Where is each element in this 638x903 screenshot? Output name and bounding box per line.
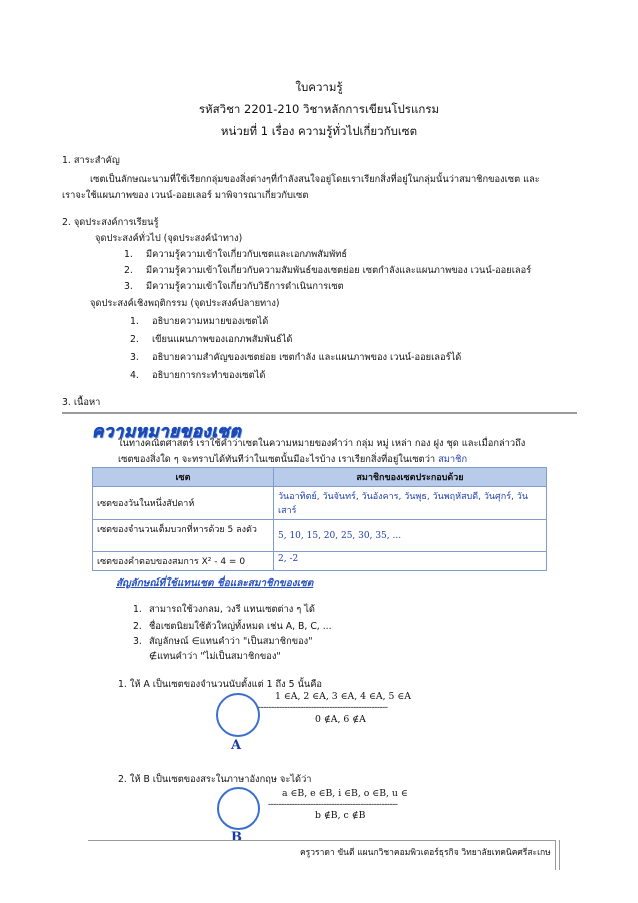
table-header-members: สมาชิกของเซตประกอบด้วย (274, 468, 547, 487)
example1-dashes: ------------------------------------------------- (258, 702, 388, 713)
meaning-banner: ความหมายของเซต (92, 422, 242, 442)
course-line: รหัสวิชา 2201-210 วิชาหลักการเขียนโปรแกรม (198, 102, 440, 116)
section1-heading: 1. สาระสำคัญ (62, 155, 120, 166)
general-objective-item: 1. มีความรู้ความเข้าใจเกี่ยวกับเซตและเอกภพสัมพัทธ์ (124, 249, 348, 260)
general-objectives-heading: จุดประสงค์ทั่วไป (จุดประสงค์นำทาง) (95, 233, 243, 244)
unit-line: หน่วยที่ 1 เรื่อง ความรู้ทั่วไปเกี่ยวกับเซต (220, 124, 418, 138)
section1-line2: เราจะใช้แผนภาพของ เวนน์-ออยเลอร์ มาพิจารณาเกี่ยวกับเซต (62, 190, 309, 201)
footer-vertical-rule (559, 840, 560, 870)
behavior-objective-item: 2. เขียนแผนภาพของเอกภพสัมพันธ์ได้ (130, 334, 293, 345)
section1-line1: เซตเป็นลักษณะนามที่ใช้เรียกกลุ่มของสิ่งต่างๆที่กำลังสนใจอยู่โดยเราเรียกสิ่งที่อยู่ในกลุ่มนั้นว่าสมาชิกของเซต และ (90, 174, 540, 185)
behavior-objective-item: 4. อธิบายการกระทำของเซตได้ (130, 370, 266, 381)
intro-line1: ในทางคณิตศาสตร์ เราใช้คำว่าเซตในความหมายของคำว่า กลุ่ม หมู่ เหล่า กอง ฝูง ชุด และเมื่อกล่าวถึง (118, 438, 526, 449)
set-examples-table (92, 467, 547, 571)
set-b-circle (217, 787, 260, 830)
symbol-item-not-member: ∉แทนคำว่า "ไม่เป็นสมาชิกของ" (149, 651, 281, 662)
example2-non-members: b ∉B, c ∉B (315, 810, 366, 821)
table-cell-members: 5, 10, 15, 20, 25, 30, 35, ... (274, 520, 547, 552)
symbol-heading: สัญลักษณ์ที่ใช้แทนเซต ชื่อและสมาชิกของเซต (116, 578, 314, 589)
general-objective-item: 2. มีความรู้ความเข้าใจเกี่ยวกับความสัมพันธ์ของเซตย่อย เซตกำลังและแผนภาพของ เวนน์-ออยเลอร์ (124, 265, 532, 276)
table-header-row (93, 468, 547, 487)
doc-title: ใบความรู้ (295, 80, 343, 94)
symbol-item: 1. สามารถใช้วงกลม, วงรี แทนเซตต่าง ๆ ได้ (133, 604, 315, 615)
table-cell-members: วันอาทิตย์, วันจันทร์, วันอังคาร, วันพุธ, วันพฤหัสบดี, วันศุกร์, วันเสาร์ (274, 487, 547, 520)
symbol-item: 3. สัญลักษณ์ ∈แทนคำว่า "เป็นสมาชิกของ" (133, 636, 313, 647)
behavior-objective-item: 1. อธิบายความหมายของเซตได้ (130, 316, 269, 327)
example1-members: 1 ∈A, 2 ∈A, 3 ∈A, 4 ∈A, 5 ∈A (275, 691, 411, 702)
section2-heading: 2. จุดประสงค์การเรียนรู้ (62, 217, 159, 228)
example2-dashes: ------------------------------------------------- (268, 799, 398, 810)
table-cell-set: เซตของจำนวนเต็มบวกที่หารด้วย 5 ลงตัว (93, 520, 274, 552)
set-a-circle (216, 693, 260, 737)
example2-lead: 2. ให้ B เป็นเซตของสระในภาษาอังกฤษ จะได้ว่า (118, 774, 312, 785)
example1-lead: 1. ให้ A เป็นเซตของจำนวนนับตั้งแต่ 1 ถึง 5 นั้นคือ (118, 679, 322, 690)
general-objective-item: 3. มีความรู้ความเข้าใจเกี่ยวกับวิธีการดำเนินการเซต (124, 281, 344, 292)
table-row (93, 487, 547, 520)
section3-heading: 3. เนื้อหา (62, 397, 101, 408)
example2-members: a ∈B, e ∈B, i ∈B, o ∈B, u ∈ (282, 788, 408, 799)
footer-divider (88, 840, 556, 841)
example1-non-members: 0 ∉A, 6 ∉A (315, 714, 366, 725)
symbol-item: 2. ชื่อเซตนิยมใช้ตัวใหญ่ทั้งหมด เช่น A, B, C, ... (133, 621, 332, 632)
behavior-objective-item: 3. อธิบายความสำคัญของเซตย่อย เซตกำลัง และแผนภาพของ เวนน์-ออยเลอร์ได้ (130, 352, 462, 363)
set-a-label: A (231, 738, 242, 753)
table-cell-set: เซตของคำตอบของสมการ X² - 4 = 0 (93, 552, 274, 571)
section-divider (62, 412, 577, 414)
footer-text: ครูวราดา ขันตี แผนกวิชาคอมพิวเตอร์ธุรกิจ วิทยาลัยเทคนิคศรีสะเกษ (300, 848, 551, 858)
intro-line2: เซตของสิ่งใด ๆ จะทราบได้ทันทีว่าในเซตนั้นมีอะไรบ้าง เราเรียกสิ่งที่อยู่ในเซตว่า สมาชิก (118, 454, 468, 465)
table-row (93, 520, 547, 552)
behavior-objectives-heading: จุดประสงค์เชิงพฤติกรรม (จุดประสงค์ปลายทาง) (90, 298, 280, 309)
footer-vertical-rule (555, 840, 556, 870)
table-cell-members: 2, -2 (274, 552, 547, 571)
set-b-label: B (231, 830, 242, 845)
table-cell-set: เซตของวันในหนึ่งสัปดาห์ (93, 487, 274, 520)
table-row (93, 552, 547, 571)
table-header-set: เซต (93, 468, 274, 487)
